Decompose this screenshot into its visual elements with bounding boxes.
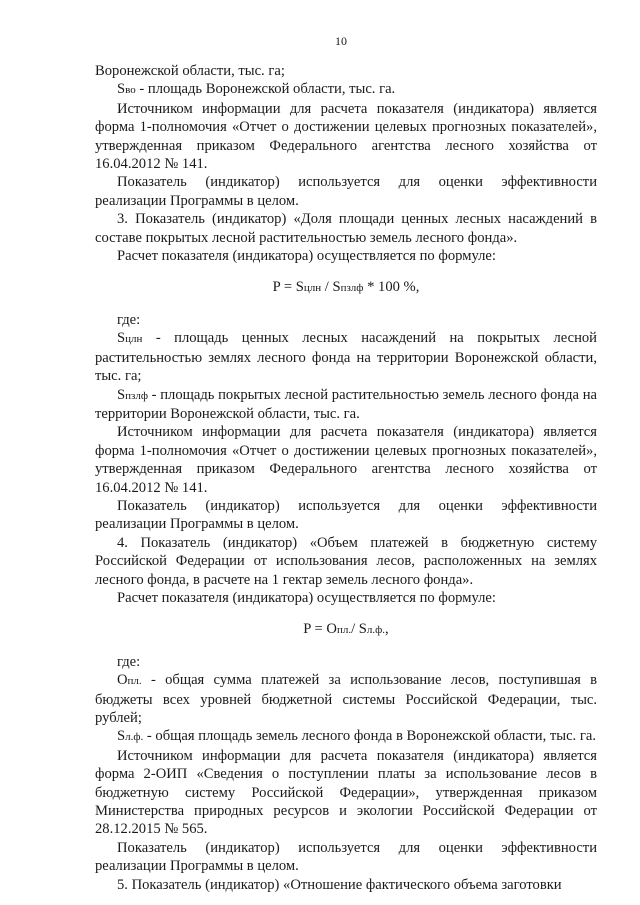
page-number: 10 [335,34,347,48]
where-label-2: где: [117,653,141,670]
symbol-s: S [117,330,126,347]
definition-text: - площадь ценных лесных насаждений на покрытых лесной растительностью землях лесного фонда на территории Воронежской области, тыс. га; [95,330,597,385]
formula-intro-2: Расчет показателя (индикатора) осуществляется по формуле: [117,589,496,606]
where-label-1: где: [117,311,141,328]
symbol-s: S [117,728,126,745]
formula-2 [95,620,597,639]
definition-text: - площадь Воронежской области, тыс. га. [135,81,396,98]
symbol-subscript: во [125,84,136,97]
source-paragraph-2: Источником информации для расчета показателя (индикатора) является форма 1-полномочия «Отчет о достижении целевых прогнозных показателей», утвержденная приказом Федерального агентства лесного хозяйства от 16.04.2012 № 141. [95,424,597,496]
formula-intro-1: Расчет показателя (индикатора) осуществляется по формуле: [117,248,496,265]
formula-2-part-a: P = O [303,621,337,638]
document-page [95,34,597,894]
formula-2-sub-1: пл. [336,624,352,637]
symbol-subscript: пл. [127,675,142,688]
definition-s-lf [95,727,597,746]
usage-paragraph-1: Показатель (индикатор) используется для оценки эффективности реализации Программы в целом. [95,174,597,209]
indicator-5-heading: 5. Показатель (индикатор) «Отношение фактического объема заготовки [117,876,562,893]
definition-s-pzlf [95,386,597,424]
formula-1-sub-2: пзлф [340,282,364,295]
formula-2-part-c: , [385,621,389,638]
formula-1-part-a: P = S [272,279,304,296]
definition-text: - общая площадь земель лесного фонда в Воронежской области, тыс. га. [143,728,596,745]
symbol-s: S [117,386,126,403]
definition-s-vo [95,80,597,99]
formula-1-part-c: * 100 %, [363,279,420,296]
definition-s-cln [95,329,597,385]
definition-o-pl [95,671,597,727]
symbol-subscript: пзлф [125,389,148,402]
formula-1-part-b: / S [321,279,341,296]
definition-text: - общая сумма платежей за использование лесов, поступившая в бюджеты всех уровней бюджетной системы Российской Федерации, тыс. рублей; [95,672,597,726]
source-paragraph-3: Источником информации для расчета показателя (индикатора) является форма 2-ОИП «Сведения о поступлении платы за использование лесов в бюджетную систему Российской Федерации», утвержденная приказом Министерства природных ресурсов и экологии Российской Федерации от 28.12.2015 № 565. [95,747,597,838]
indicator-4-heading: 4. Показатель (индикатор) «Объем платежей в бюджетную систему Российской Федерации от использования лесов, расположенных на землях лесного фонда, в расчете на 1 гектар земель лесного фонда». [95,534,597,588]
formula-2-part-b: / S [351,621,367,638]
symbol-subscript: цлн [125,333,143,346]
usage-paragraph-2: Показатель (индикатор) используется для оценки эффективности реализации Программы в целом. [95,497,597,533]
formula-1-sub-1: цлн [303,282,322,295]
source-paragraph-1: Источником информации для расчета показателя (индикатора) является форма 1-полномочия «Отчет о достижении целевых прогнозных показателей», утвержденная приказом Федерального агентства лесного хозяйства от 16.04.2012 № 141. [95,100,597,173]
symbol-subscript: л.ф. [125,731,144,744]
usage-paragraph-3: Показатель (индикатор) используется для оценки эффективности реализации Программы в целом. [95,839,597,875]
indicator-3-heading: 3. Показатель (индикатор) «Доля площади ценных лесных насаждений в составе покрытых лесной растительностью земель лесного фонда». [95,211,597,246]
symbol-o: O [117,672,128,689]
definition-text: - площадь покрытых лесной растительностью земель лесного фонда на территории Воронежской области, тыс. га. [95,386,597,422]
symbol-s: S [117,81,126,98]
formula-2-sub-2: л.ф. [366,624,386,637]
paragraph-continuation: Воронежской области, тыс. га; [95,63,285,79]
formula-1 [95,278,597,297]
